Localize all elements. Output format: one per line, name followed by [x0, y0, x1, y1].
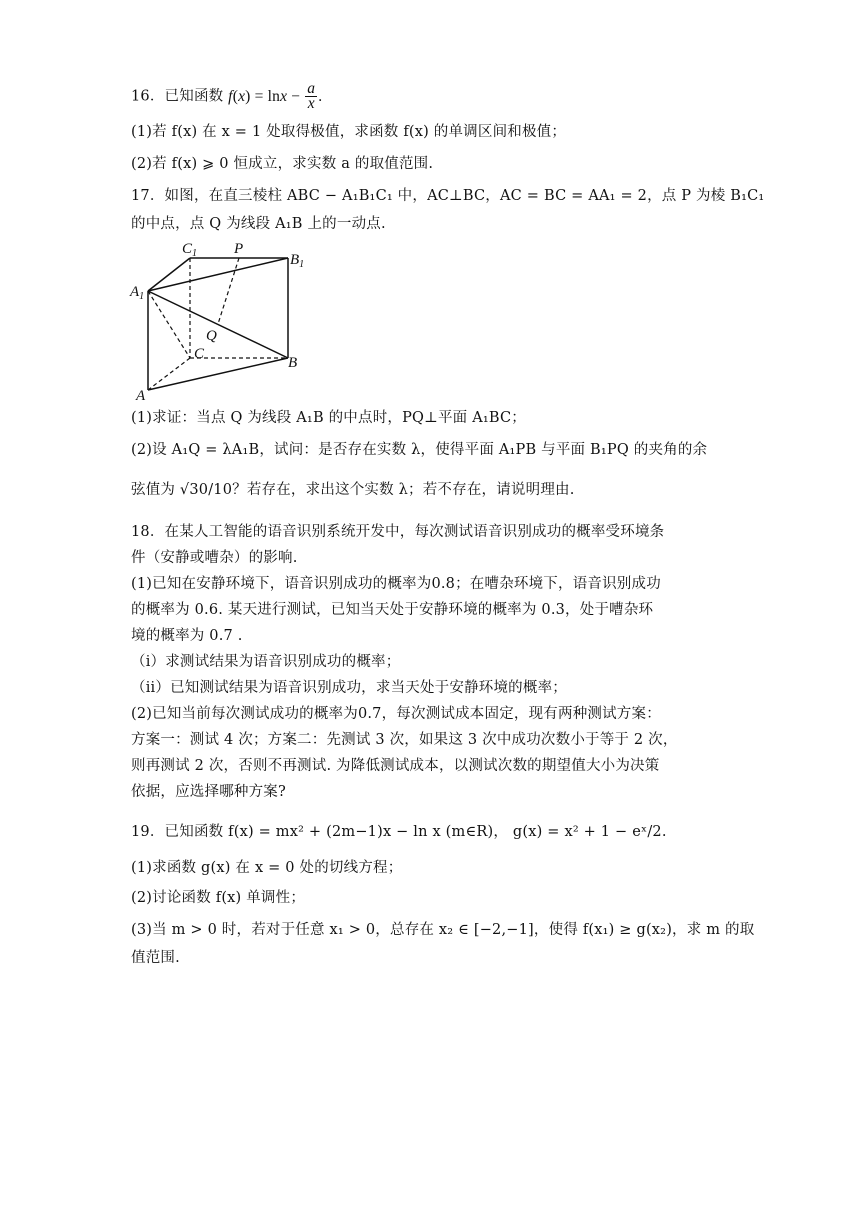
q18-part1-line3: 境的概率为 0.7 .: [131, 628, 243, 644]
q17-stem-line2: 的中点，点 Q 为线段 A₁B 上的一动点.: [131, 216, 386, 232]
q19-stem: 19．已知函数 f(x) = mx² + (2m−1)x − ln x (m∈R)， g(x) = x² + 1 − eˣ/2.: [131, 824, 667, 840]
q17-part2-line2: 弦值为 √30/10？若存在，求出这个实数 λ；若不存在，请说明理由.: [131, 482, 575, 498]
q18-sub-i: （i）求测试结果为语音识别成功的概率；: [131, 654, 401, 670]
q18-part2-line2: 方案一：测试 4 次；方案二：先测试 3 次，如果这 3 次中成功次数小于等于 2 次，: [131, 732, 678, 748]
label-b1: $B_1$: [290, 252, 305, 270]
q19-part3-line2: 值范围.: [131, 950, 180, 966]
q18-part2-line1: (2)已知当前每次测试成功的概率为0.7，每次测试成本固定，现有两种测试方案：: [131, 706, 661, 722]
q19-part1: (1)求函数 g(x) 在 x = 0 处的切线方程；: [131, 860, 403, 876]
q18-part1-line2: 的概率为 0.6. 某天进行测试，已知当天处于安静环境的概率为 0.3，处于嘈杂环: [131, 602, 654, 618]
edge-a1b: [148, 291, 288, 358]
q16-part1: (1)若 f(x) 在 x = 1 处取得极值，求函数 f(x) 的单调区间和极值；: [131, 124, 567, 140]
q16-stem: [131, 82, 731, 111]
q19-part2: (2)讨论函数 f(x) 单调性；: [131, 890, 306, 906]
label-a: A: [136, 388, 146, 404]
prism-figure: [128, 240, 318, 405]
q16-formula: f(x) = lnx − $\frac{a}{x}$ .: [228, 80, 323, 112]
q18-part1-line1: (1)已知在安静环境下，语音识别成功的概率为0.8；在嘈杂环境下，语音识别成功: [131, 576, 661, 592]
q16-part2: (2)若 f(x) ⩾ 0 恒成立，求实数 a 的取值范围.: [131, 156, 434, 172]
q19-part3-line1: (3)当 m > 0 时，若对于任意 x₁ > 0，总存在 x₂ ∈ [−2,−1]，使得 f(x₁) ≥ g(x₂)，求 m 的取: [131, 922, 755, 938]
label-c1: $C_1$: [182, 241, 198, 259]
q17-part2-line1: (2)设 A₁Q = λA₁B，试问：是否存在实数 λ，使得平面 A₁PB 与平面 B₁PQ 的夹角的余: [131, 442, 708, 458]
label-p: P: [234, 241, 244, 257]
edge-ab: [148, 358, 288, 390]
label-c: C: [194, 346, 205, 362]
label-a1: $A_1$: [130, 284, 145, 302]
q18-sub-ii: （ii）已知测试结果为语音识别成功，求当天处于安静环境的概率；: [131, 680, 567, 696]
q18-stem-line1: 18．在某人工智能的语音识别系统开发中，每次测试语音识别成功的概率受环境条: [131, 524, 665, 540]
q16-stem-text: 16．已知函数: [131, 88, 224, 105]
q18-part2-line4: 依据，应选择哪种方案?: [131, 784, 286, 800]
q18-part2-line3: 则再测试 2 次，否则不再测试. 为降低测试成本，以测试次数的期望值大小为决策: [131, 758, 660, 774]
q17-stem-line1: 17．如图，在直三棱柱 ABC − A₁B₁C₁ 中，AC⊥BC，AC = BC = AA₁ = 2，点 P 为棱 B₁C₁: [131, 188, 765, 204]
edge-pq: [218, 258, 239, 324]
label-b: B: [288, 355, 298, 371]
q17-part1: (1)求证：当点 Q 为线段 A₁B 的中点时，PQ⊥平面 A₁BC；: [131, 410, 526, 426]
label-q: Q: [206, 328, 217, 344]
q18-stem-line2: 件（安静或嘈杂）的影响.: [131, 550, 298, 566]
